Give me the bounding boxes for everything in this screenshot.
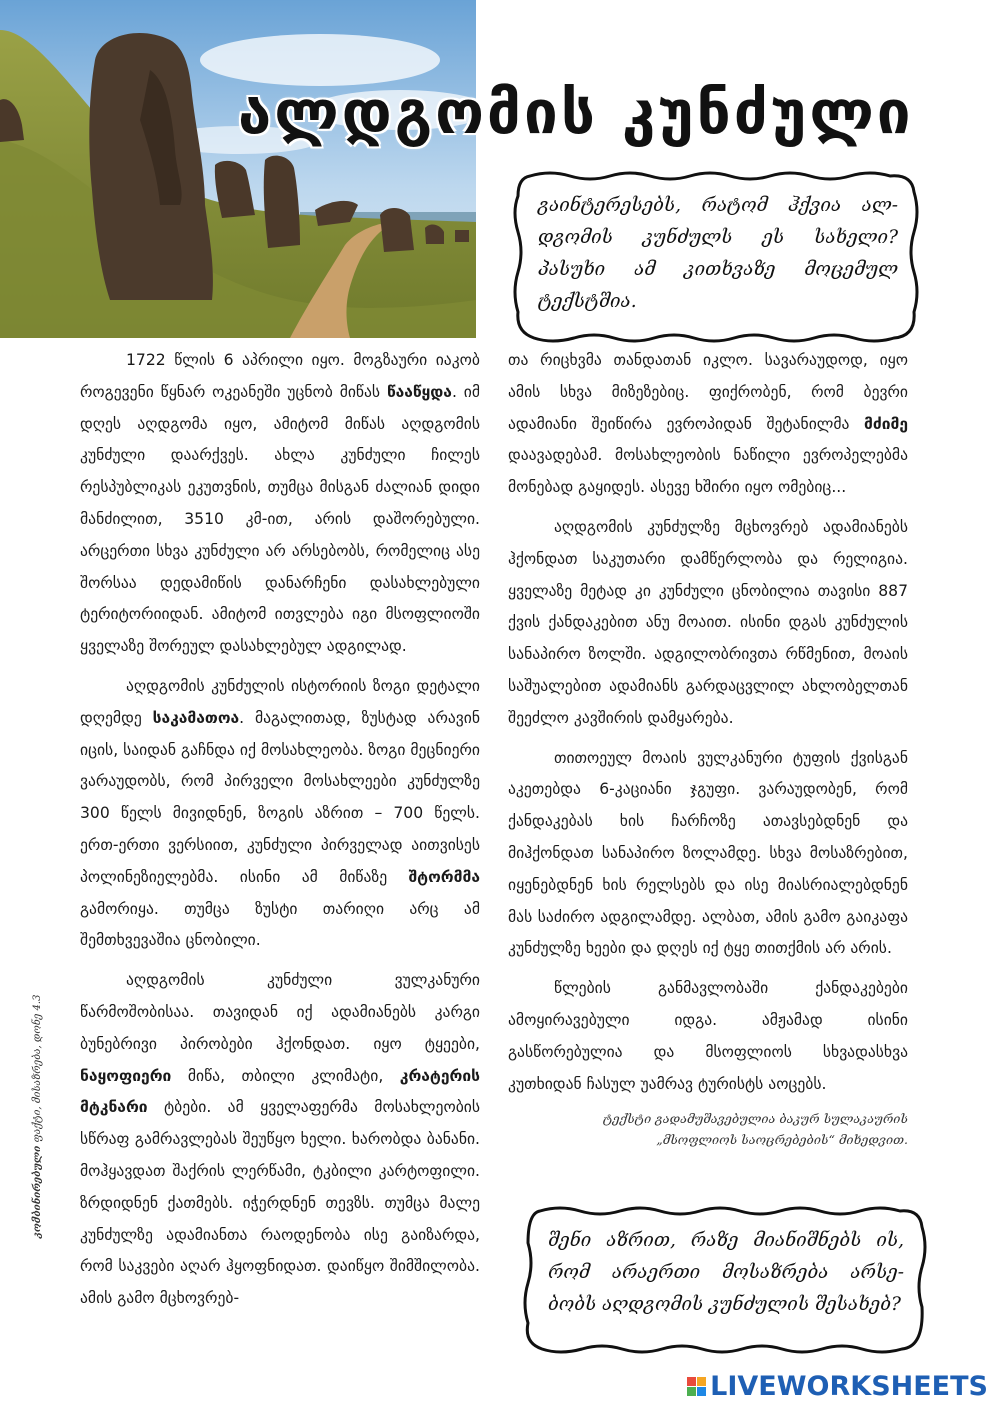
key-term: საკამათოა xyxy=(152,708,240,727)
logo-square xyxy=(687,1387,696,1396)
side-source-rest: ფაქტი, მისაზრება, დონე 4.3 xyxy=(32,994,43,1146)
side-source xyxy=(32,994,48,1238)
logo-square xyxy=(697,1387,706,1396)
text-span: აღდგომის კუნძულის ისტორიის ზოგი დეტალი დღემდე xyxy=(80,676,480,727)
text-span: . მაგალითად, ზუსტად არავინ იცის, საიდან გაჩნდა იქ მოსახლეობა. ზოგი მეცნიერი ვარაუდობს, რომ პირველი მოსახლეები კუნძულზე 300 წელს მივიდნენ, ზოგის აზრით – 700 წელს. ერთ-ერთი ვერსიით, კუნძული პირველად აითვისეს პოლინეზიელებმა. ისინი ამ მიწაზე xyxy=(80,708,480,886)
key-term: შტორმმა xyxy=(408,867,480,886)
text-span: დაავადებამ. მოსახლეობის ნაწილი ევროპელებმა მონებად გაყიდეს. ასევე ხშირი იყო ომებიც... xyxy=(508,446,908,497)
paragraph xyxy=(80,671,480,957)
question-text-top: გაინტერესებს, რატომ ჰქვია ალ-დგომის კუნძულს ეს სახელი? პასუხი ამ კითხვაზე მოცემულ ტექსტშია. xyxy=(538,195,898,312)
left-column xyxy=(80,345,480,1323)
text-span: 1722 წლის 6 აპრილი იყო. მოგზაური იაკობ როგევენი წყნარ ოკეანეში უცნობ მიწას xyxy=(80,351,480,401)
paragraph: წლების განმავლობაში ქანდაკებები ამოყირავებული იდგა. ამჟამად ისინი გასწორებულია და მსოფლიოს სხვადასხვა კუთხიდან ჩასულ უამრავ ტურისტს აოცებს. xyxy=(508,979,908,1093)
logo-label: LIVEWORKSHEETS xyxy=(710,1371,988,1402)
source-credit xyxy=(508,1108,908,1150)
logo-square xyxy=(687,1377,696,1386)
text-span: თა რიცხვმა თანდათან იკლო. სავარაუდოდ, იყო ამის სხვა მიზეზებიც. ფიქრობენ, რომ ბევრი ადამიანი შეიწირა ევროპიდან შეტანილმა xyxy=(508,351,908,433)
paragraph xyxy=(80,965,480,1315)
paragraph: აღდგომის კუნძულზე მცხოვრებ ადამიანებს ჰქონდათ საკუთარი დამწერლობა და რელიგია. ყველაზე მეტად კი კუნძული ცნობილია თავისი 887 ქვის ქანდაკებით ანუ მოაით. ისინი დგას კუნძულის სანაპირო ზოლში. ადგილობრივთა რწმენით, მოაის საშუალებით ადამიანს გარდაცვლილ ახლობელთან შეეძლო კავშირის დამყარება. xyxy=(508,517,908,727)
logo-grid-icon xyxy=(687,1377,706,1396)
text-span: ტბები. ამ ყველაფერმა მოსახლეობის სწრაფ გამრავლებას შეუწყო ხელი. ხარობდა ბანანი. მოჰყავდათ შაქრის ლერწამი, ტკბილი კარტოფილი. ზრდიდნენ ქათმებს. იჭერდნენ თევზს. თუმცა მალე კუნძულზე ადამიანთა რაოდენობა ისე გაიზარდა, რომ საკვები აღარ ჰყოფნიდათ. დაიწყო შიმშილობა. ამის გამო მცხოვრებ- xyxy=(80,1098,480,1308)
side-source-bold: კომბინირებული xyxy=(32,1145,43,1238)
question-box-top xyxy=(510,168,922,346)
key-term: მძიმე xyxy=(863,414,908,433)
key-term: კრატერის მტკნარი xyxy=(80,1066,480,1117)
question-box-bottom xyxy=(520,1203,930,1358)
text-span: გამორიყა. თუმცა ზუსტი თარიღი არც ამ შემთხვევაშია ცნობილი. xyxy=(80,899,480,950)
right-column xyxy=(508,345,908,1150)
text-span: აღდგომის კუნძული ვულკანური წარმოშობისაა. თავიდან იქ ადამიანებს კარგი ბუნებრივი პირობები ჰქონდათ. იყო ტყეები, xyxy=(80,971,480,1053)
paragraph xyxy=(508,345,908,504)
question-text-bottom: შენი აზრით, რაზე მიანიშნებს ის, რომ არაერთი მოსაზრება არსე-ბობს აღდგომის კუნძულის შესახებ? xyxy=(548,1230,904,1315)
page-title: ალდგომის კუნძული xyxy=(238,78,914,148)
credit-line: „მსოფლიოს საოცრებების“ მიხედვით. xyxy=(656,1132,908,1148)
credit-line: ტექსტი გადამუშავებულია ბაკურ სულაკაურის xyxy=(603,1111,908,1127)
key-term: წააწყდა xyxy=(386,382,452,401)
text-span: მიწა, თბილი კლიმატი, xyxy=(171,1066,400,1085)
paragraph xyxy=(80,345,480,663)
key-term: ნაყოფიერი xyxy=(80,1066,172,1085)
liveworksheets-logo xyxy=(687,1371,988,1402)
logo-square xyxy=(697,1377,706,1386)
paragraph: თითოეულ მოაის ვულკანური ტუფის ქვისგან აკეთებდა 6-კაციანი ჯგუფი. ვარაუდობენ, რომ ქანდაკებას ხის ჩარჩოზე ათავსებდნენ და მიჰქონდათ სანაპირო ზოლამდე. სხვა მოსაზრებით, იყენებდნენ ხის რელსებს და ისე მიასრიალებდნენ მას საძირო ადგილამდე. ალბათ, ამის გამო გაიკაფა კუნძულზე ხეები და დღეს იქ ტყე თითქმის არ არის. xyxy=(508,748,908,958)
text-span: . იმ დღეს აღდგომა იყო, ამიტომ მიწას აღდგომის კუნძული დაარქვეს. ახლა კუნძული ჩილეს რესპუბლიკას ეკუთვნის, თუმცა მისგან ძალიან დიდი მანძილით, 3510 კმ-ით, არის დაშორებული. არცერთი სხვა კუნძული არ არსებობს, რომელიც ასე შორსაა დედამიწის დანარჩენი დასახლებული ტერიტორიიდან. ამიტომ ითვლება იგი მსოფლიოში ყველაზე შორეულ დასახლებულ ადგილად. xyxy=(80,382,480,656)
